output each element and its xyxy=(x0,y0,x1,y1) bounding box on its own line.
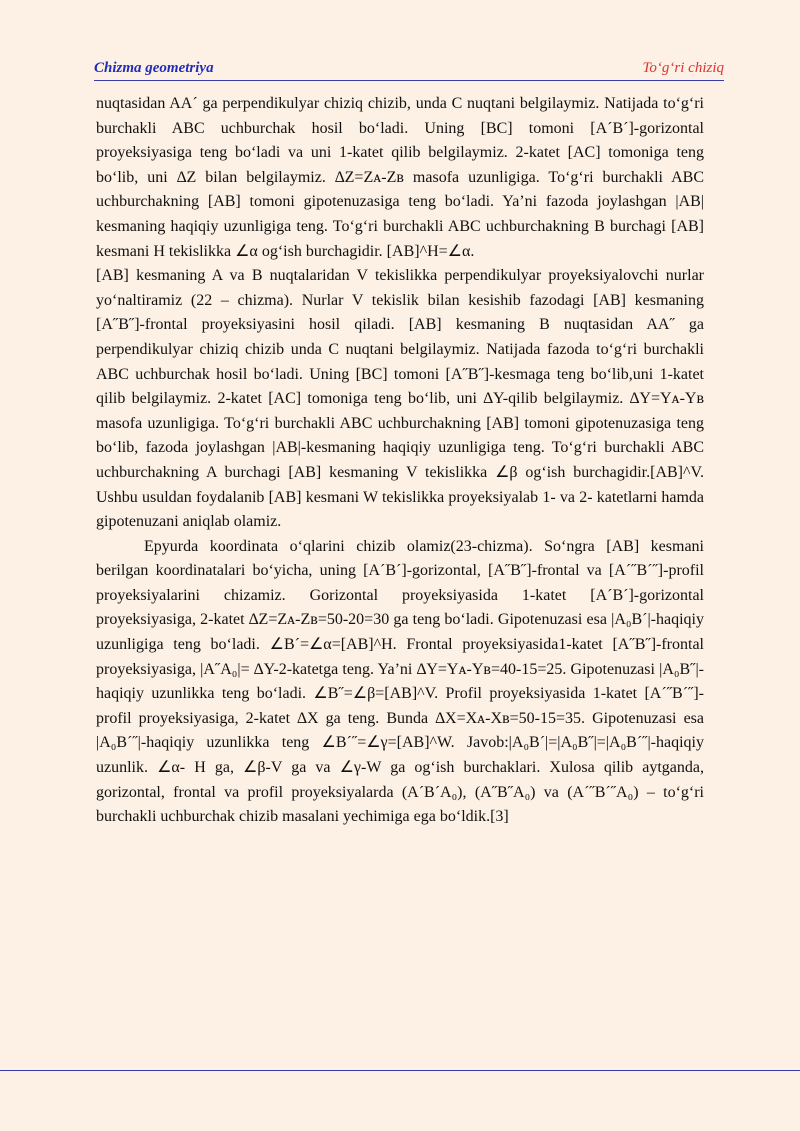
header-book-title: Chizma geometriya xyxy=(94,60,214,76)
body-text xyxy=(96,92,704,830)
header-chapter-title: To‘g‘ri chiziq xyxy=(642,60,724,76)
page-header xyxy=(94,58,724,81)
paragraph-3: Epyurda koordinata o‘qlarini chizib olamiz(23-chizma). So‘ngra [AB] kesmani berilgan koordinatalari bo‘yicha, uning [A´B´]-gorizontal, [A˝B˝]-frontal va [A´˝B´˝]-profil proyeksiyalarini chizamiz. Gorizontal proyeksiyasida 1-katet [A´B´]-gorizontal proyeksiyasiga, 2-katet ∆Z=Zᴀ-Zʙ=50-20=30 ga teng bo‘ladi. Gipotenuzasi esa |A₀B´|-haqiqiy uzunligiga teng bo‘ladi. ∠B´=∠α=[AB]^H. Frontal proyeksiyasida1-katet [A˝B˝]-frontal proyeksiyasiga, |A˝A₀|= ∆Y-2-katetga teng. Ya’ni ∆Y=Yᴀ-Yʙ=40-15=25. Gipotenuzasi |A₀B˝|- haqiqiy uzunlikka teng bo‘ladi. ∠B˝=∠β=[AB]^V. Profil proyeksiyasida 1-katet [A´˝B´˝]-profil proyeksiyasiga, 2-katet ∆X ga teng. Bunda ∆X=Xᴀ-Xʙ=50-15=35. Gipotenuzasi esa |A₀B´˝|-haqiqiy uzunlikka teng ∠B´˝=∠γ=[AB]^W. Javob:|A₀B´|=|A₀B˝|=|A₀B´˝|-haqiqiy uzunlik. ∠α- H ga, ∠β-V ga va ∠γ-W ga og‘ish burchaklari. Xulosa qilib aytganda, gorizontal, frontal va profil proyeksiyalarda (A´B´A₀), (A˝B˝A₀) va (A´˝B´˝A₀) – to‘g‘ri burchakli uchburchak chizib masalani yechimiga ega bo‘ldik.[3] xyxy=(96,537,704,826)
paragraph-1: nuqtasidan AA´ ga perpendikulyar chiziq chizib, unda C nuqtani belgilaymiz. Natijada to‘g‘ri burchakli ABC uchburchak hosil bo‘ladi. Uning [BC] tomoni [A´B´]-gorizontal proyeksiyasiga teng bo‘ladi va uni 1-katet qilib belgilaymiz. 2-katet [AC] tomoniga teng bo‘lib, uni ∆Z bilan belgilaymiz. ∆Z=Zᴀ-Zʙ masofa uzunligiga. To‘g‘ri burchakli ABC uchburchakning [AB] tomoni gipotenuzasiga teng bo‘ladi. Ya’ni fazoda joylashgan |AB| kesmaning haqiqiy uzunligiga teng. To‘g‘ri burchakli ABC uchburchakning B burchagi [AB] kesmani H tekislikka ∠α og‘ish burchagidir. [AB]^H=∠α. xyxy=(96,95,704,260)
footer-divider xyxy=(0,1070,800,1071)
paragraph-2: [AB] kesmaning A va B nuqtalaridan V tekislikka perpendikulyar proyeksiyalovchi nurlar yo‘naltiramiz (22 – chizma). Nurlar V tekislik bilan kesishib fazodagi [AB] kesmaning [A˝B˝]-frontal proyeksiyasini hosil qiladi. [AB] kesmaning B nuqtasidan AA˝ ga perpendikulyar chiziq chizib unda C nuqtani belgilaymiz. Natijada fazoda to‘g‘ri burchakli ABC uchburchak hosil bo‘ladi. Uning [BC] tomoni [A˝B˝]-kesmaga teng bo‘lib,uni 1-katet qilib belgilaymiz. 2-katet [AC] tomoniga teng bo‘lib, uni ∆Y-qilib belgilaymiz. ∆Y=Yᴀ-Yʙ masofa uzunligiga. To‘g‘ri burchakli ABC uchburchakning [AB] tomoni gipotenuzasiga teng bo‘lib, fazoda joylashgan |AB|-kesmaning haqiqiy uzunligiga teng. To‘g‘ri burchakli ABC uchburchakning A burchagi [AB] kesmaning V tekislikka ∠β og‘ish burchagidir.[AB]^V. Ushbu usuldan foydalanib [AB] kesmani W tekislikka proyeksiyalab 1- va 2- katetlarni hamda gipotenuzani aniqlab olamiz. xyxy=(96,267,704,531)
